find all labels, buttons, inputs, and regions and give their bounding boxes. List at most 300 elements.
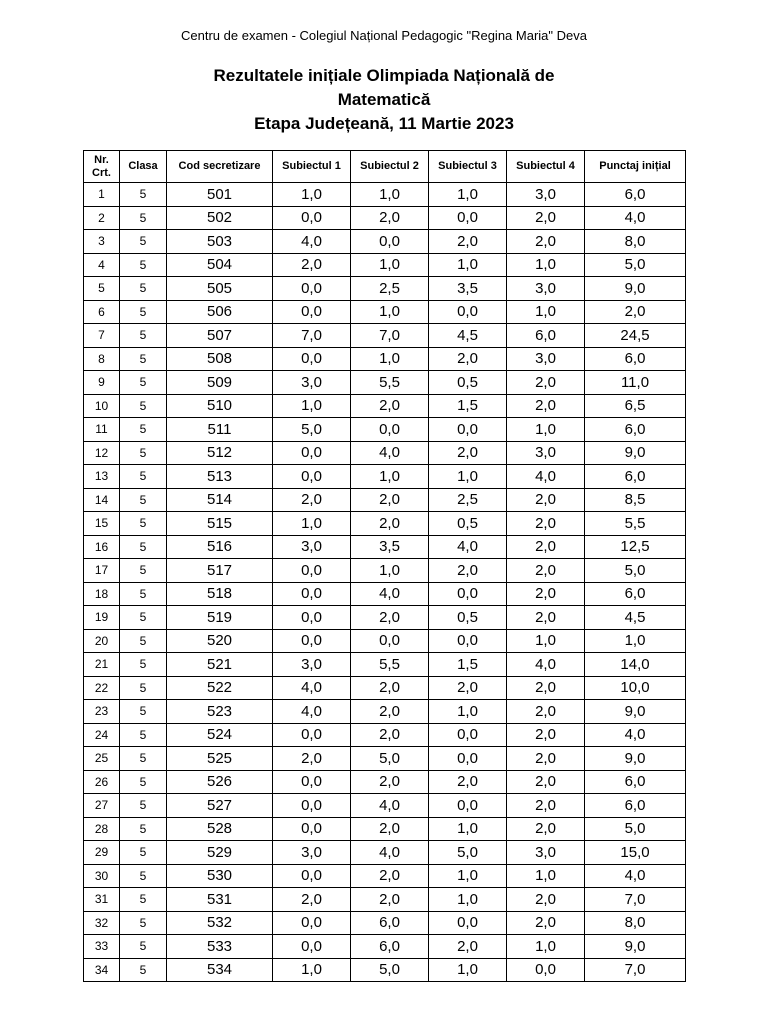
cell-punctaj-initial: 6,0 [585,347,686,371]
cell-punctaj-initial: 14,0 [585,653,686,677]
cell-subiectul-1: 3,0 [273,535,351,559]
cell-nr-crt: 22 [84,676,120,700]
cell-punctaj-initial: 7,0 [585,888,686,912]
cell-subiectul-3: 2,0 [429,347,507,371]
cell-subiectul-4: 2,0 [507,559,585,583]
cell-subiectul-3: 1,0 [429,864,507,888]
table-row [84,935,686,959]
cell-subiectul-1: 0,0 [273,206,351,230]
cell-punctaj-initial: 4,0 [585,864,686,888]
cell-subiectul-4: 1,0 [507,418,585,442]
table-row [84,371,686,395]
cell-clasa: 5 [120,841,167,865]
column-header-subiectul-4: Subiectul 4 [507,151,585,183]
table-row [84,817,686,841]
cell-subiectul-1: 3,0 [273,841,351,865]
cell-punctaj-initial: 6,0 [585,183,686,207]
cell-subiectul-2: 2,0 [351,770,429,794]
column-header-clasa: Clasa [120,151,167,183]
cell-subiectul-2: 1,0 [351,183,429,207]
cell-subiectul-1: 0,0 [273,770,351,794]
table-row [84,770,686,794]
cell-nr-crt: 9 [84,371,120,395]
cell-nr-crt: 14 [84,488,120,512]
cell-subiectul-4: 2,0 [507,488,585,512]
cell-cod-secretizare: 513 [167,465,273,489]
cell-subiectul-2: 0,0 [351,230,429,254]
cell-subiectul-4: 2,0 [507,582,585,606]
cell-subiectul-4: 2,0 [507,606,585,630]
cell-subiectul-4: 3,0 [507,347,585,371]
cell-subiectul-2: 1,0 [351,347,429,371]
cell-subiectul-1: 0,0 [273,277,351,301]
cell-cod-secretizare: 502 [167,206,273,230]
cell-subiectul-3: 2,0 [429,676,507,700]
cell-punctaj-initial: 8,5 [585,488,686,512]
cell-subiectul-3: 1,0 [429,958,507,982]
cell-punctaj-initial: 6,5 [585,394,686,418]
cell-clasa: 5 [120,700,167,724]
cell-subiectul-2: 5,0 [351,958,429,982]
cell-subiectul-3: 1,5 [429,394,507,418]
results-table [83,150,686,982]
column-header-nr-crt: Nr. Crt. [84,151,120,183]
cell-subiectul-1: 0,0 [273,606,351,630]
cell-subiectul-3: 5,0 [429,841,507,865]
cell-punctaj-initial: 10,0 [585,676,686,700]
cell-subiectul-1: 5,0 [273,418,351,442]
table-row [84,206,686,230]
cell-nr-crt: 8 [84,347,120,371]
cell-cod-secretizare: 520 [167,629,273,653]
table-row [84,747,686,771]
cell-clasa: 5 [120,582,167,606]
cell-punctaj-initial: 6,0 [585,465,686,489]
cell-subiectul-3: 4,0 [429,535,507,559]
cell-clasa: 5 [120,723,167,747]
cell-clasa: 5 [120,418,167,442]
cell-cod-secretizare: 523 [167,700,273,724]
cell-subiectul-2: 6,0 [351,935,429,959]
cell-clasa: 5 [120,465,167,489]
cell-subiectul-3: 2,0 [429,230,507,254]
cell-nr-crt: 31 [84,888,120,912]
cell-subiectul-4: 2,0 [507,230,585,254]
cell-subiectul-2: 5,0 [351,747,429,771]
cell-punctaj-initial: 2,0 [585,300,686,324]
cell-subiectul-2: 2,0 [351,488,429,512]
table-row [84,864,686,888]
table-row [84,465,686,489]
cell-subiectul-3: 1,0 [429,183,507,207]
cell-clasa: 5 [120,441,167,465]
cell-nr-crt: 21 [84,653,120,677]
cell-punctaj-initial: 5,0 [585,559,686,583]
table-row [84,300,686,324]
cell-punctaj-initial: 4,5 [585,606,686,630]
column-header-cod-secretizare: Cod secretizare [167,151,273,183]
exam-center-header: Centru de examen - Colegiul Național Pedagogic "Regina Maria" Deva [181,28,587,43]
cell-cod-secretizare: 512 [167,441,273,465]
cell-subiectul-1: 0,0 [273,582,351,606]
cell-clasa: 5 [120,512,167,536]
cell-clasa: 5 [120,183,167,207]
cell-nr-crt: 2 [84,206,120,230]
table-row [84,418,686,442]
table-row [84,559,686,583]
cell-subiectul-2: 1,0 [351,253,429,277]
cell-subiectul-2: 0,0 [351,418,429,442]
cell-subiectul-3: 3,5 [429,277,507,301]
table-row [84,535,686,559]
cell-subiectul-3: 2,0 [429,935,507,959]
cell-clasa: 5 [120,606,167,630]
cell-cod-secretizare: 509 [167,371,273,395]
cell-subiectul-4: 2,0 [507,394,585,418]
title-line-1: Rezultatele inițiale Olimpiada Națională de [213,66,555,85]
table-row [84,488,686,512]
cell-cod-secretizare: 511 [167,418,273,442]
cell-subiectul-3: 0,0 [429,794,507,818]
cell-subiectul-3: 1,0 [429,465,507,489]
cell-subiectul-1: 0,0 [273,559,351,583]
cell-cod-secretizare: 530 [167,864,273,888]
table-row [84,183,686,207]
cell-nr-crt: 24 [84,723,120,747]
cell-subiectul-4: 4,0 [507,465,585,489]
cell-subiectul-2: 5,5 [351,653,429,677]
cell-clasa: 5 [120,676,167,700]
table-row [84,911,686,935]
cell-subiectul-2: 2,0 [351,888,429,912]
cell-nr-crt: 25 [84,747,120,771]
cell-nr-crt: 17 [84,559,120,583]
column-header-punctaj-initial: Punctaj inițial [585,151,686,183]
cell-subiectul-2: 2,0 [351,864,429,888]
cell-subiectul-4: 2,0 [507,817,585,841]
cell-punctaj-initial: 6,0 [585,582,686,606]
cell-cod-secretizare: 507 [167,324,273,348]
cell-subiectul-1: 0,0 [273,864,351,888]
cell-subiectul-2: 2,0 [351,700,429,724]
table-row [84,441,686,465]
cell-punctaj-initial: 1,0 [585,629,686,653]
cell-subiectul-1: 4,0 [273,676,351,700]
cell-punctaj-initial: 6,0 [585,418,686,442]
cell-subiectul-4: 2,0 [507,911,585,935]
cell-cod-secretizare: 504 [167,253,273,277]
cell-clasa: 5 [120,817,167,841]
cell-subiectul-3: 1,0 [429,253,507,277]
cell-subiectul-4: 2,0 [507,794,585,818]
cell-subiectul-4: 2,0 [507,535,585,559]
cell-nr-crt: 23 [84,700,120,724]
cell-subiectul-2: 2,0 [351,817,429,841]
cell-subiectul-2: 4,0 [351,441,429,465]
cell-subiectul-4: 6,0 [507,324,585,348]
cell-cod-secretizare: 517 [167,559,273,583]
cell-punctaj-initial: 24,5 [585,324,686,348]
cell-subiectul-4: 2,0 [507,747,585,771]
cell-cod-secretizare: 510 [167,394,273,418]
cell-clasa: 5 [120,958,167,982]
cell-subiectul-3: 0,0 [429,723,507,747]
cell-nr-crt: 18 [84,582,120,606]
cell-subiectul-2: 2,0 [351,723,429,747]
cell-subiectul-1: 0,0 [273,629,351,653]
table-row [84,700,686,724]
cell-nr-crt: 12 [84,441,120,465]
cell-subiectul-1: 4,0 [273,230,351,254]
cell-cod-secretizare: 532 [167,911,273,935]
cell-punctaj-initial: 9,0 [585,747,686,771]
cell-clasa: 5 [120,300,167,324]
cell-nr-crt: 1 [84,183,120,207]
cell-subiectul-3: 0,5 [429,371,507,395]
cell-subiectul-4: 2,0 [507,676,585,700]
table-row [84,394,686,418]
cell-nr-crt: 26 [84,770,120,794]
cell-cod-secretizare: 515 [167,512,273,536]
cell-cod-secretizare: 531 [167,888,273,912]
cell-cod-secretizare: 533 [167,935,273,959]
cell-subiectul-2: 1,0 [351,559,429,583]
cell-subiectul-2: 2,0 [351,394,429,418]
cell-subiectul-1: 7,0 [273,324,351,348]
cell-cod-secretizare: 522 [167,676,273,700]
cell-clasa: 5 [120,253,167,277]
cell-subiectul-2: 4,0 [351,582,429,606]
cell-punctaj-initial: 15,0 [585,841,686,865]
cell-subiectul-3: 2,0 [429,441,507,465]
cell-subiectul-3: 0,5 [429,606,507,630]
cell-punctaj-initial: 12,5 [585,535,686,559]
cell-subiectul-3: 1,0 [429,700,507,724]
cell-nr-crt: 10 [84,394,120,418]
cell-subiectul-2: 7,0 [351,324,429,348]
cell-subiectul-3: 0,0 [429,629,507,653]
column-header-subiectul-3: Subiectul 3 [429,151,507,183]
cell-subiectul-4: 3,0 [507,441,585,465]
cell-clasa: 5 [120,770,167,794]
cell-subiectul-3: 0,0 [429,582,507,606]
cell-nr-crt: 33 [84,935,120,959]
cell-subiectul-1: 0,0 [273,935,351,959]
cell-punctaj-initial: 11,0 [585,371,686,395]
cell-subiectul-3: 0,0 [429,911,507,935]
cell-subiectul-1: 0,0 [273,441,351,465]
cell-cod-secretizare: 508 [167,347,273,371]
cell-subiectul-2: 2,5 [351,277,429,301]
cell-nr-crt: 20 [84,629,120,653]
cell-subiectul-1: 0,0 [273,300,351,324]
cell-nr-crt: 5 [84,277,120,301]
cell-punctaj-initial: 9,0 [585,277,686,301]
cell-clasa: 5 [120,747,167,771]
cell-subiectul-2: 2,0 [351,606,429,630]
cell-subiectul-3: 0,0 [429,418,507,442]
cell-subiectul-1: 4,0 [273,700,351,724]
column-header-subiectul-2: Subiectul 2 [351,151,429,183]
cell-clasa: 5 [120,629,167,653]
cell-clasa: 5 [120,277,167,301]
cell-subiectul-2: 2,0 [351,676,429,700]
cell-subiectul-3: 1,5 [429,653,507,677]
cell-punctaj-initial: 8,0 [585,911,686,935]
cell-subiectul-4: 2,0 [507,206,585,230]
cell-subiectul-4: 2,0 [507,700,585,724]
table-body [84,183,686,982]
cell-subiectul-3: 4,5 [429,324,507,348]
cell-cod-secretizare: 501 [167,183,273,207]
cell-cod-secretizare: 529 [167,841,273,865]
table-row [84,253,686,277]
table-row [84,347,686,371]
table-row [84,676,686,700]
cell-punctaj-initial: 4,0 [585,206,686,230]
cell-subiectul-1: 2,0 [273,253,351,277]
cell-clasa: 5 [120,559,167,583]
cell-subiectul-1: 1,0 [273,183,351,207]
cell-punctaj-initial: 4,0 [585,723,686,747]
cell-clasa: 5 [120,347,167,371]
cell-subiectul-4: 2,0 [507,371,585,395]
cell-subiectul-4: 2,0 [507,888,585,912]
cell-subiectul-4: 1,0 [507,629,585,653]
cell-punctaj-initial: 9,0 [585,700,686,724]
table-row [84,324,686,348]
table-row [84,794,686,818]
table-row [84,512,686,536]
cell-cod-secretizare: 526 [167,770,273,794]
cell-punctaj-initial: 5,5 [585,512,686,536]
column-header-subiectul-1: Subiectul 1 [273,151,351,183]
cell-cod-secretizare: 534 [167,958,273,982]
cell-clasa: 5 [120,911,167,935]
cell-subiectul-4: 3,0 [507,183,585,207]
cell-subiectul-1: 0,0 [273,465,351,489]
cell-cod-secretizare: 516 [167,535,273,559]
cell-cod-secretizare: 524 [167,723,273,747]
cell-cod-secretizare: 527 [167,794,273,818]
table-row [84,723,686,747]
cell-subiectul-1: 1,0 [273,512,351,536]
table-row [84,888,686,912]
cell-punctaj-initial: 8,0 [585,230,686,254]
table-row [84,841,686,865]
cell-nr-crt: 30 [84,864,120,888]
cell-nr-crt: 15 [84,512,120,536]
cell-nr-crt: 34 [84,958,120,982]
cell-subiectul-1: 2,0 [273,888,351,912]
cell-subiectul-1: 1,0 [273,958,351,982]
cell-clasa: 5 [120,206,167,230]
title-line-2: Matematică [337,90,431,109]
cell-subiectul-2: 1,0 [351,465,429,489]
cell-subiectul-2: 4,0 [351,794,429,818]
cell-subiectul-4: 2,0 [507,723,585,747]
cell-subiectul-3: 1,0 [429,888,507,912]
cell-nr-crt: 32 [84,911,120,935]
cell-clasa: 5 [120,394,167,418]
cell-nr-crt: 6 [84,300,120,324]
cell-punctaj-initial: 9,0 [585,441,686,465]
cell-subiectul-4: 0,0 [507,958,585,982]
cell-clasa: 5 [120,794,167,818]
cell-nr-crt: 7 [84,324,120,348]
title-line-3: Etapa Județeană, 11 Martie 2023 [254,114,514,133]
cell-subiectul-4: 1,0 [507,253,585,277]
cell-subiectul-4: 4,0 [507,653,585,677]
cell-subiectul-4: 1,0 [507,935,585,959]
cell-subiectul-3: 0,5 [429,512,507,536]
cell-cod-secretizare: 528 [167,817,273,841]
cell-nr-crt: 19 [84,606,120,630]
cell-punctaj-initial: 5,0 [585,817,686,841]
cell-cod-secretizare: 525 [167,747,273,771]
cell-clasa: 5 [120,864,167,888]
table-row [84,230,686,254]
table-row [84,606,686,630]
cell-cod-secretizare: 519 [167,606,273,630]
cell-subiectul-2: 2,0 [351,512,429,536]
cell-subiectul-3: 1,0 [429,817,507,841]
cell-clasa: 5 [120,888,167,912]
cell-nr-crt: 13 [84,465,120,489]
cell-subiectul-2: 3,5 [351,535,429,559]
cell-subiectul-4: 3,0 [507,841,585,865]
cell-subiectul-2: 4,0 [351,841,429,865]
cell-subiectul-2: 0,0 [351,629,429,653]
cell-subiectul-4: 1,0 [507,300,585,324]
document-title [0,64,768,136]
cell-subiectul-3: 2,5 [429,488,507,512]
cell-subiectul-1: 3,0 [273,653,351,677]
cell-subiectul-3: 2,0 [429,770,507,794]
table-row [84,958,686,982]
cell-cod-secretizare: 514 [167,488,273,512]
cell-subiectul-1: 3,0 [273,371,351,395]
cell-clasa: 5 [120,653,167,677]
cell-subiectul-2: 2,0 [351,206,429,230]
cell-clasa: 5 [120,488,167,512]
table-header-row [84,151,686,183]
cell-subiectul-1: 0,0 [273,817,351,841]
cell-clasa: 5 [120,935,167,959]
cell-punctaj-initial: 5,0 [585,253,686,277]
cell-subiectul-2: 6,0 [351,911,429,935]
cell-subiectul-3: 0,0 [429,206,507,230]
cell-punctaj-initial: 9,0 [585,935,686,959]
cell-subiectul-1: 0,0 [273,911,351,935]
table-row [84,653,686,677]
cell-subiectul-4: 2,0 [507,770,585,794]
cell-punctaj-initial: 7,0 [585,958,686,982]
cell-subiectul-1: 0,0 [273,723,351,747]
cell-subiectul-4: 3,0 [507,277,585,301]
cell-nr-crt: 29 [84,841,120,865]
cell-cod-secretizare: 505 [167,277,273,301]
cell-cod-secretizare: 503 [167,230,273,254]
cell-clasa: 5 [120,535,167,559]
cell-subiectul-1: 2,0 [273,747,351,771]
cell-subiectul-2: 5,5 [351,371,429,395]
cell-nr-crt: 4 [84,253,120,277]
cell-subiectul-3: 2,0 [429,559,507,583]
table-row [84,277,686,301]
cell-nr-crt: 27 [84,794,120,818]
cell-nr-crt: 16 [84,535,120,559]
